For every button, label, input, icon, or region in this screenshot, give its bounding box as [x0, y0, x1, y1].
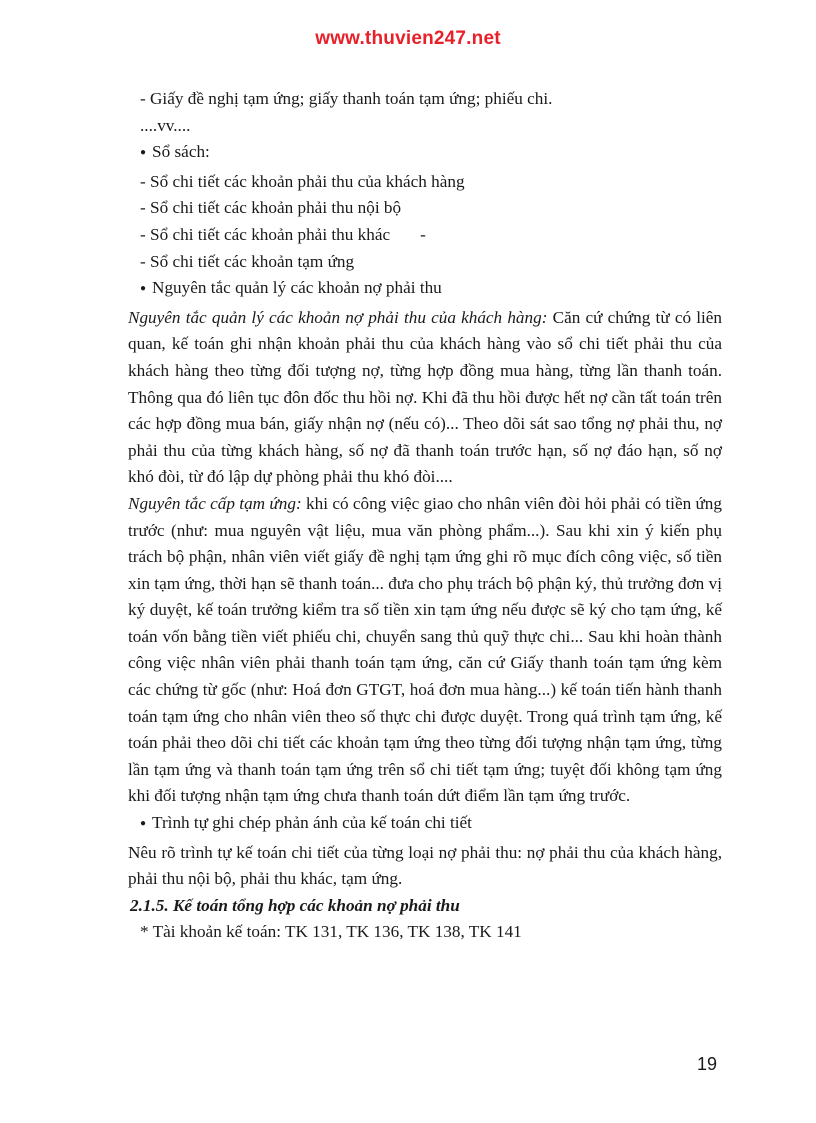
- bullet-heading: ● Sổ sách:: [128, 139, 722, 169]
- paragraph-body: khi có công việc giao cho nhân viên đòi hỏi phải có tiền ứng trước (như: mua nguyên vật liệu, mua văn phòng phẩm...). Sau khi xin ý kiến phụ trách bộ phận, nhân viên viết giấy đề nghị tạm ứng ghi rõ mục đích công việc, số tiền xin tạm ứng, thời hạn sẽ thanh toán... đưa cho phụ trách bộ phận ký, thủ trưởng đơn vị ký duyệt, kế toán trưởng kiểm tra số tiền xin tạm ứng nếu được sẽ ký cho tạm ứng, kế toán vốn bằng tiền viết phiếu chi, chuyển sang thủ quỹ thực chi... Sau khi hoàn thành công việc nhân viên phải thanh toán tạm ứng, căn cứ Giấy thanh toán tạm ứng kèm các chứng từ gốc (như: Hoá đơn GTGT, hoá đơn mua hàng...) kế toán tiến hành thanh toán tạm ứng cho nhân viên theo số thực chi được duyệt. Trong quá trình tạm ứng, kế toán phải theo dõi chi tiết các khoản tạm ứng theo từng đối tượng nhận tạm ứng, từng lần tạm ứng và thanh toán tạm ứng trên sổ chi tiết tạm ứng; tuyệt đối không tạm ứng khi đối tượng nhận tạm ứng chưa thanh toán dứt điểm lần tạm ứng trước.: [128, 493, 722, 806]
- list-item-text: - Sổ chi tiết các khoản phải thu khác: [140, 224, 391, 244]
- list-item: [128, 222, 722, 249]
- paragraph-advance-principle: [128, 491, 722, 810]
- list-item: - Giấy đề nghị tạm ứng; giấy thanh toán tạm ứng; phiếu chi.: [140, 89, 553, 108]
- page-number: 19: [697, 1054, 718, 1074]
- section-heading: 2.1.5. Kế toán tổng hợp các khoản nợ phải thu: [130, 895, 460, 915]
- list-item: ....vv....: [140, 115, 191, 135]
- paragraph-lead: Nguyên tắc cấp tạm ứng:: [128, 493, 302, 513]
- watermark-url: www.thuvien247.net: [315, 28, 501, 49]
- page-body: [128, 86, 722, 946]
- bullet-heading: ● Nguyên tắc quản lý các khoản nợ phải thu: [128, 275, 722, 305]
- paragraph-procedure: Nêu rõ trình tự kế toán chi tiết của từng loại nợ phải thu: nợ phải thu của khách hàng, phải thu nội bộ, phải thu khác, tạm ứng.: [128, 842, 722, 889]
- stray-mark: -: [420, 224, 426, 244]
- paragraph-body: Căn cứ chứng từ có liên quan, kế toán ghi nhận khoản phải thu của khách hàng vào sổ chi tiết phải thu của khách hàng theo từng đối tượng nợ, từng hợp đồng mua hàng, từng lần thanh toán. Thông qua đó liên tục đôn đốc thu hồi nợ. Khi đã thu hồi được hết nợ cần tất toán trên các hợp đồng mua bán, giấy nhận nợ (nếu có)... Theo dõi sát sao tổng nợ phải thu, nợ phải thu của từng khách hàng, số nợ đã thanh toán trước hạn, số nợ đáo hạn, số nợ khó đòi, từ đó lập dự phòng phải thu khó đòi....: [128, 307, 722, 487]
- list-item: - Sổ chi tiết các khoản tạm ứng: [140, 251, 355, 271]
- list-item: - Sổ chi tiết các khoản phải thu của khách hàng: [140, 171, 465, 191]
- list-item: - Sổ chi tiết các khoản phải thu nội bộ: [140, 198, 402, 218]
- accounts-line: * Tài khoản kế toán: TK 131, TK 136, TK 138, TK 141: [140, 922, 522, 942]
- bullet-heading: ● Trình tự ghi chép phản ánh của kế toán chi tiết: [128, 810, 722, 840]
- paragraph-receivables-principle: [128, 305, 722, 491]
- paragraph-lead: Nguyên tắc quản lý các khoản nợ phải thu của khách hàng:: [128, 307, 548, 327]
